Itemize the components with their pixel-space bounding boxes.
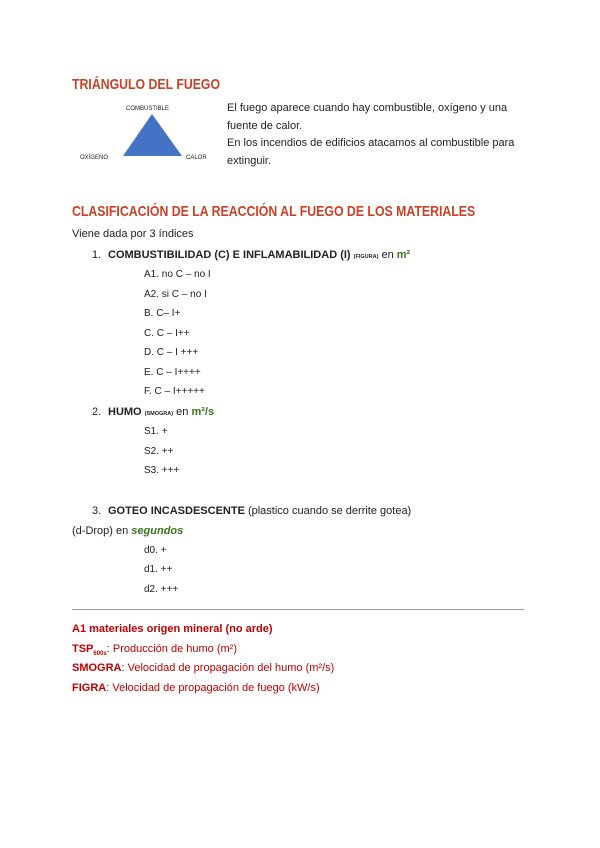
triangle-label-oxigeno: OXÍGENO (80, 155, 109, 161)
fire-paragraph-2: En los incendios de edificios atacamos al combustible para extinguir. (227, 137, 515, 167)
note-smogra-label: SMOGRA (72, 662, 122, 674)
list-item-combustibilidad (108, 249, 410, 261)
humo-unit-prefix: en (173, 406, 192, 418)
subitem-b: B. C– I+ (144, 308, 181, 319)
note-figra (72, 682, 320, 694)
note-tsp-text: : Producción de humo (m²) (106, 643, 237, 655)
note-smogra-text: : Velocidad de propagación del humo (m²/s) (121, 662, 335, 674)
goteo-line2 (72, 525, 183, 537)
subitem-a2: A2. si C – no I (144, 289, 207, 300)
note-figra-text: : Velocidad de propagación de fuego (kW/s) (106, 682, 320, 694)
note-tsp (72, 643, 237, 657)
subitem-s1: S1. + (144, 426, 168, 437)
subitem-s3: S3. +++ (144, 465, 180, 476)
list-item-goteo (108, 505, 411, 517)
triangle-label-calor: CALOR (186, 155, 207, 161)
goteo-note: (plastico cuando se derrite gotea) (244, 505, 412, 517)
goteo-line2-prefix: (d-Drop) en (72, 525, 132, 537)
note-figra-label: FIGRA (72, 682, 107, 694)
subitem-a1: A1. no C – no I (144, 269, 211, 280)
combustibilidad-label: COMBUSTIBILIDAD (C) E INFLAMABILIDAD (I) (108, 249, 351, 261)
humo-label: HUMO (108, 406, 142, 418)
subitem-c: C. C – I++ (144, 328, 190, 339)
section-title-fire-triangle: TRIÁNGULO DEL FUEGO (72, 76, 221, 93)
subitem-f: F. C – I+++++ (144, 386, 205, 397)
subitem-e: E. C – I++++ (144, 367, 201, 378)
fire-triangle-diagram (76, 100, 216, 166)
note-tsp-sub: 600s (93, 651, 107, 658)
fire-triangle-shape (123, 114, 182, 156)
fire-paragraph-1: El fuego aparece cuando hay combustible, oxígeno y una fuente de calor. (227, 102, 508, 132)
subitem-d0: d0. + (144, 545, 167, 556)
goteo-unit: segundos (131, 525, 184, 537)
combustibilidad-unit-prefix: en (378, 249, 397, 261)
combustibilidad-unit: m² (396, 249, 411, 261)
humo-unit: m²/s (191, 406, 215, 418)
goteo-label: GOTEO INCASDESCENTE (108, 505, 245, 517)
note-tsp-label: TSP (72, 643, 94, 655)
subitem-d: D. C – I +++ (144, 347, 199, 358)
list-number-3: 3. (92, 505, 102, 517)
divider-line (72, 609, 524, 610)
list-number-2: 2. (92, 406, 102, 418)
humo-subscript: (SMOGRA) (144, 411, 174, 417)
list-number-1: 1. (92, 249, 102, 261)
classification-intro: Viene dada por 3 índices (72, 228, 194, 240)
list-item-humo (108, 406, 214, 418)
subitem-s2: S2. ++ (144, 446, 174, 457)
subitem-d2: d2. +++ (144, 584, 179, 595)
combustibilidad-subscript: (FIGURA) (353, 254, 379, 260)
note-smogra (72, 662, 334, 674)
triangle-label-combustible: COMBUSTIBLE (126, 106, 170, 112)
section-title-classification: CLASIFICACIÓN DE LA REACCIÓN AL FUEGO DE LOS MATERIALES (72, 203, 476, 220)
subitem-d1: d1. ++ (144, 564, 173, 575)
note-a1: A1 materiales origen mineral (no arde) (72, 623, 273, 635)
